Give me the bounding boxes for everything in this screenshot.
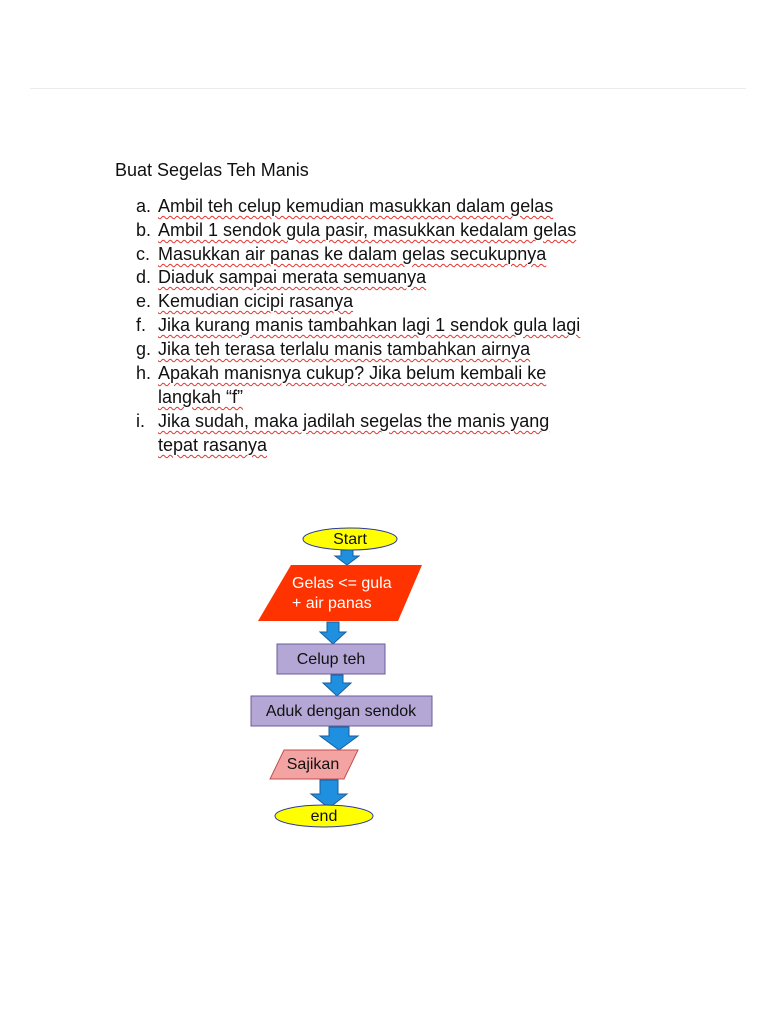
input-parallelogram — [258, 565, 422, 621]
step-text: Jika teh terasa terlalu manis tambahkan airnya — [158, 339, 531, 359]
step-letter: b. — [136, 220, 152, 240]
step-letter: d. — [136, 267, 152, 287]
flow-arrow — [320, 622, 346, 644]
process-label-aduk: Aduk dengan sendok — [265, 703, 417, 720]
step-letter: a. — [136, 196, 152, 216]
start-label: Start — [333, 531, 367, 548]
flow-arrow — [323, 675, 351, 696]
input-label-line2: + air panas — [292, 595, 372, 612]
step-letter: h. — [136, 363, 152, 383]
step-text: Jika sudah, maka jadilah segelas the manis yang — [158, 411, 550, 431]
step-h-continuation: langkah “f” — [158, 387, 244, 407]
document-title: Buat Segelas Teh Manis — [115, 160, 309, 180]
step-text: Jika kurang manis tambahkan lagi 1 sendok gula lagi — [158, 315, 581, 335]
step-letter: i. — [136, 411, 145, 431]
output-label: Sajikan — [286, 756, 340, 773]
process-label-celup: Celup teh — [296, 651, 366, 668]
flow-arrow — [320, 727, 358, 750]
flow-arrow — [335, 550, 359, 565]
input-label-line1: Gelas <= gula — [292, 575, 392, 592]
step-text: Ambil 1 sendok gula pasir, masukkan kedalam gelas — [158, 220, 577, 240]
end-label: end — [310, 808, 338, 825]
step-letter: e. — [136, 291, 152, 311]
step-letter: c. — [136, 244, 151, 264]
step-i-continuation: tepat rasanya — [158, 435, 268, 455]
step-letter: f. — [136, 315, 147, 335]
step-text: Diaduk sampai merata semuanya — [158, 267, 427, 287]
step-text: Kemudian cicipi rasanya — [158, 291, 354, 311]
step-letter: g. — [136, 339, 152, 359]
step-text: Apakah manisnya cukup? Jika belum kembali ke — [158, 363, 547, 383]
step-text: Masukkan air panas ke dalam gelas secukupnya — [158, 244, 547, 264]
step-text: Ambil teh celup kemudian masukkan dalam gelas — [158, 196, 554, 216]
flow-arrow — [311, 780, 347, 808]
